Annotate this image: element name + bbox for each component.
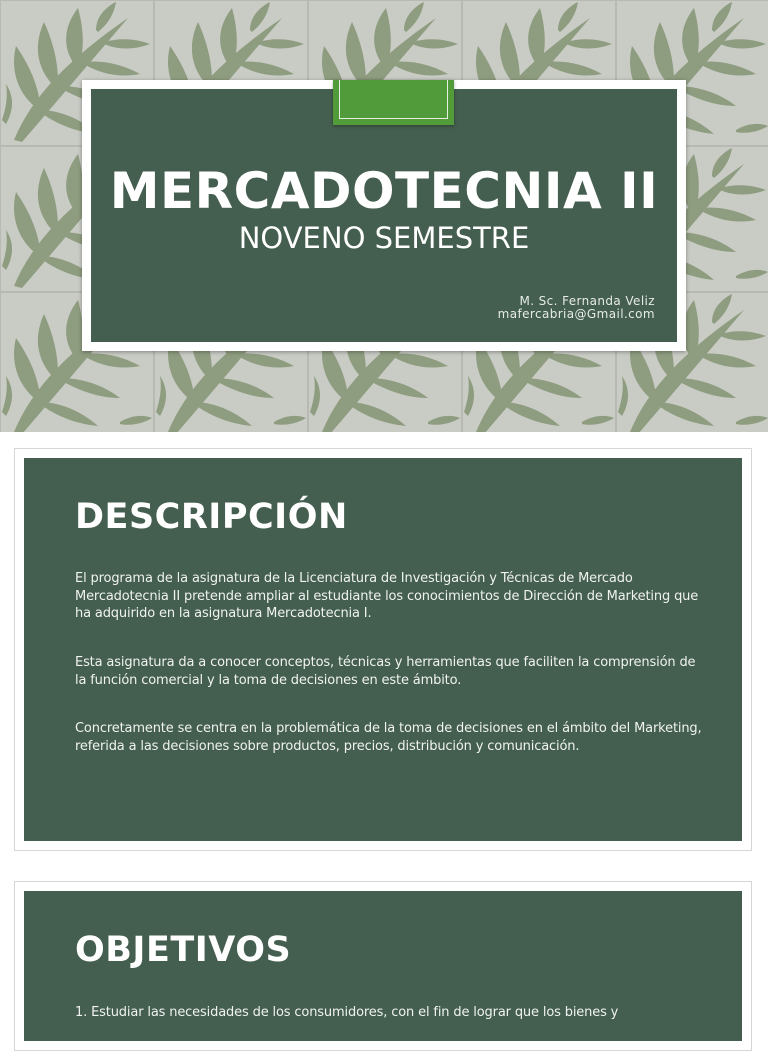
title-tab-inner-border bbox=[339, 80, 448, 119]
objective-item-1: 1. Estudiar las necesidades de los consumidores, con el fin de lograr que los bienes y bbox=[75, 1005, 619, 1020]
description-paragraph-2: Esta asignatura da a conocer conceptos, técnicas y herramientas que faciliten la comprensión de la función comercial y la toma de decisiones en este ámbito. bbox=[75, 655, 696, 688]
title-tab-decoration bbox=[333, 80, 454, 125]
title-card-frame bbox=[82, 80, 686, 351]
author-email: mafercabria@Gmail.com bbox=[497, 307, 655, 321]
objectives-slide bbox=[14, 881, 752, 1051]
title-slide bbox=[0, 0, 768, 432]
author-name: M. Sc. Fernanda Veliz bbox=[519, 294, 655, 308]
description-heading: DESCRIPCIÓN bbox=[75, 497, 348, 537]
author-block bbox=[498, 295, 655, 321]
title-card bbox=[91, 89, 677, 342]
objectives-heading: OBJETIVOS bbox=[75, 930, 292, 970]
main-title: MERCADOTECNIA II bbox=[109, 162, 659, 220]
description-paragraph-3: Concretamente se centra en la problemática de la toma de decisiones en el ámbito del Marketing, referida a las decisiones sobre productos, precios, distribución y comunicación. bbox=[75, 721, 702, 754]
objectives-panel bbox=[24, 891, 742, 1041]
description-slide bbox=[14, 448, 752, 851]
description-panel bbox=[24, 458, 742, 841]
description-paragraph-1: El programa de la asignatura de la Licenciatura de Investigación y Técnicas de Mercado Mercadotecnia II pretende ampliar al estudiante los conocimientos de Dirección de Marketing que ha adquirido en la asignatura Mercadotecnia I. bbox=[75, 571, 699, 621]
subtitle: NOVENO SEMESTRE bbox=[238, 221, 530, 255]
